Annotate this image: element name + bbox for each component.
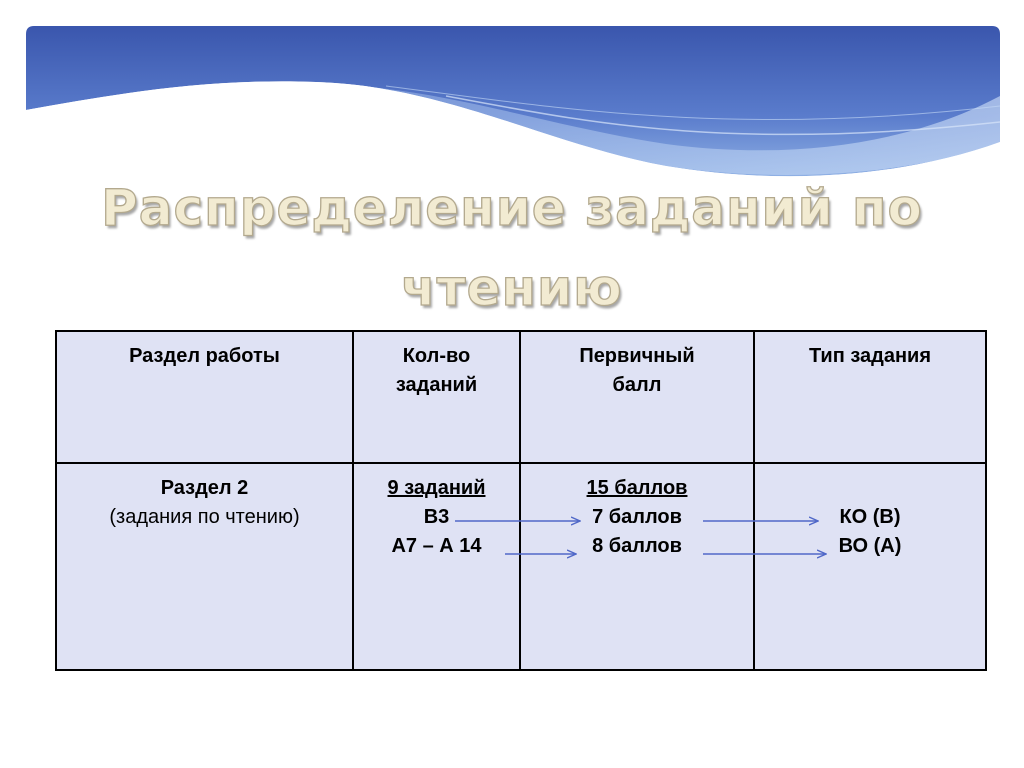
title-line-2: чтению (401, 259, 623, 317)
score-total: 15 баллов (586, 477, 688, 499)
type-spacer (763, 474, 977, 503)
cell-section (56, 463, 353, 670)
cell-type (754, 463, 986, 670)
header-section (56, 331, 353, 463)
count-total: 9 заданий (387, 477, 486, 499)
table-row (56, 463, 986, 670)
count-b3: В3 (423, 506, 450, 528)
header-type-label: Тип задания (808, 345, 932, 367)
header-section-label: Раздел работы (129, 345, 280, 367)
header-count (353, 331, 520, 463)
section-name: Раздел 2 (160, 477, 249, 499)
header-count-line1: Кол-во (402, 345, 471, 367)
slide-title (0, 168, 1024, 328)
score-8: 8 баллов (592, 535, 682, 557)
type-vo: ВО (А) (838, 535, 902, 557)
table-header-row (56, 331, 986, 463)
header-banner (26, 26, 1000, 186)
header-score (520, 331, 754, 463)
section-description: (задания по чтению) (109, 506, 300, 528)
score-7: 7 баллов (592, 506, 682, 528)
wave-decoration (26, 26, 1000, 186)
distribution-table (55, 330, 987, 671)
title-line-1: Распределение заданий по (101, 179, 923, 237)
cell-score (520, 463, 754, 670)
header-score-line1: Первичный (579, 345, 695, 367)
header-score-line2: балл (612, 374, 662, 396)
header-count-line2: заданий (395, 374, 478, 396)
type-ko: КО (В) (839, 506, 901, 528)
header-type (754, 331, 986, 463)
count-a7-a14: А7 – А 14 (391, 535, 482, 557)
cell-count (353, 463, 520, 670)
